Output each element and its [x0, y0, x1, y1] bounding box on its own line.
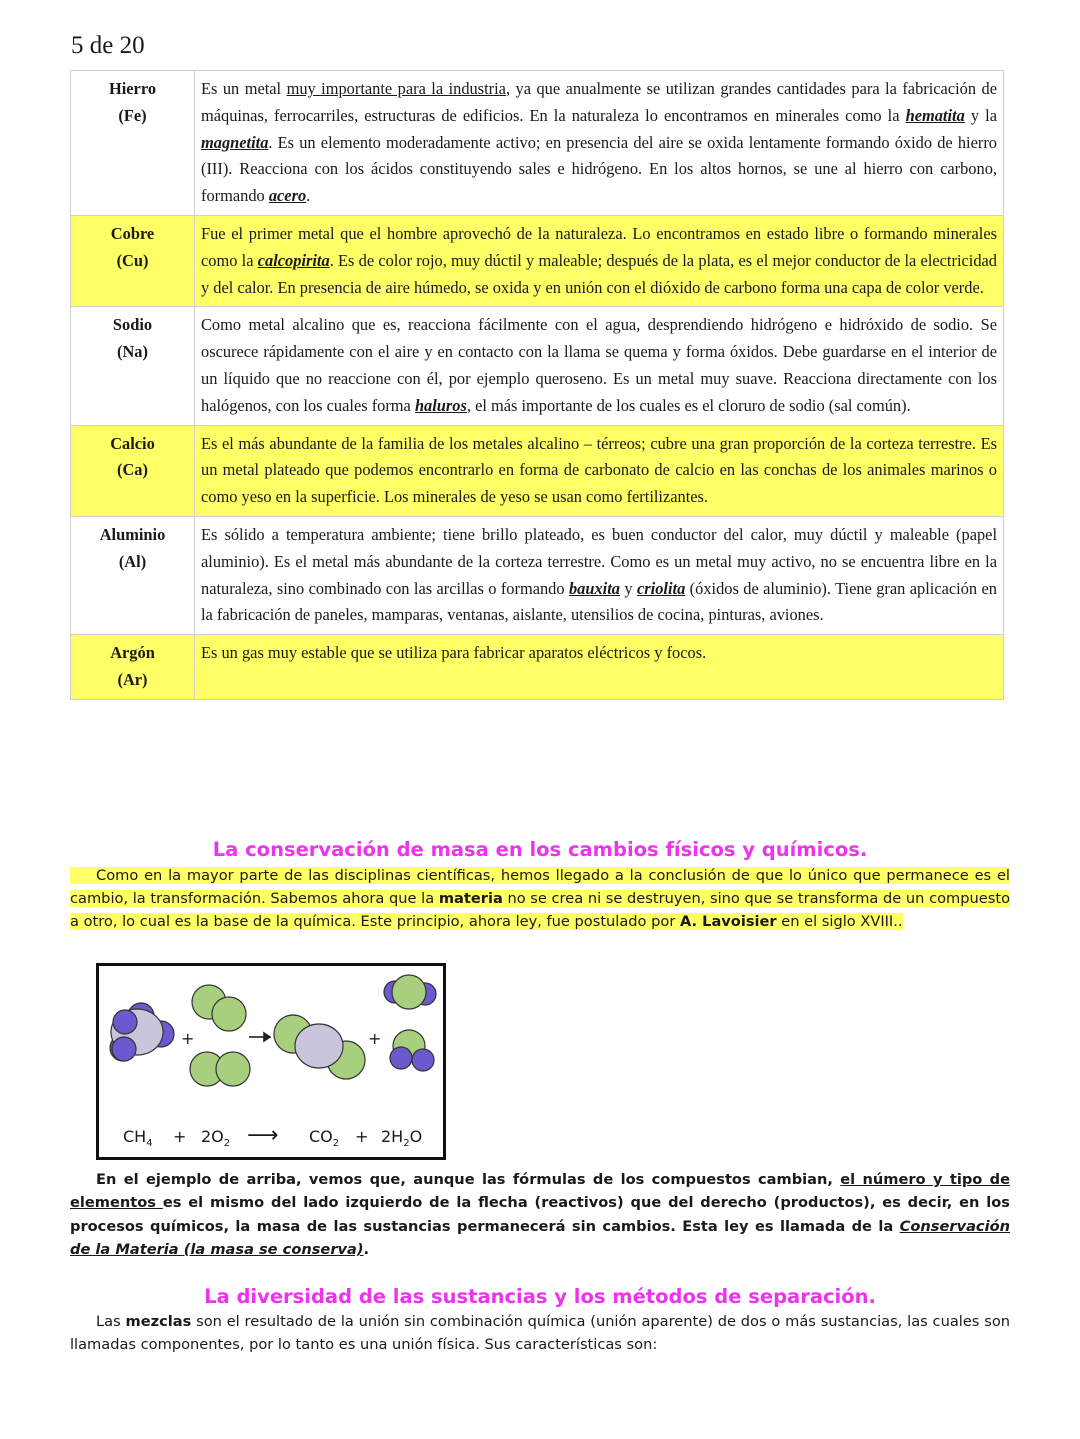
reaction-arrow	[249, 1033, 270, 1041]
description-text: Es un gas muy estable que se utiliza para fabricar aparatos eléctricos y focos.	[201, 643, 707, 663]
metal-row	[71, 307, 1004, 425]
mixtures-text-b: son el resultado de la unión sin combinación química (unión aparente) de dos o más sustancias, las cuales son llamadas componentes, por lo tanto es una unión física. Sus características son:	[70, 1313, 1011, 1354]
page-number: 5 de 20	[71, 32, 145, 59]
eq-h2o: $2H_2O$	[381, 1127, 423, 1149]
chemical-equation	[99, 1125, 443, 1151]
eq-plus-1: +	[173, 1127, 187, 1146]
metal-symbol: (Fe)	[118, 105, 147, 125]
lavoisier-name: A. Lavoisier	[679, 913, 777, 931]
metal-description	[195, 635, 1004, 700]
description-text: , ya que anualmente se utilizan grandes cantidades para la fabricación de máquinas, ferrocarriles, estructuras de edificios. En la naturaleza lo encontramos en minerales como la	[201, 79, 997, 125]
metals-table	[70, 70, 1004, 700]
oxygen-molecule	[192, 985, 246, 1031]
section-title-mixtures: La diversidad de las sustancias y los métodos de separación.	[204, 1285, 876, 1308]
water-molecule	[390, 1030, 434, 1071]
description-text: y la	[964, 105, 997, 125]
mixtures-text-a: Las	[96, 1313, 126, 1330]
conclusion-text-c: .	[363, 1241, 370, 1259]
metal-description	[195, 71, 1004, 216]
metal-symbol: (Ar)	[117, 669, 148, 689]
mezclas-term: mezclas	[125, 1313, 192, 1330]
description-text: Fue el primer metal que el hombre aprovechó de la naturaleza. Lo encontramos en estado libre o formando minerales como la	[201, 223, 997, 270]
metal-row	[71, 71, 1004, 216]
description-text: Es un metal	[201, 79, 287, 98]
eq-ch4: $CH_4$	[123, 1127, 153, 1149]
metal-name: Cobre	[110, 223, 155, 243]
mineral-term: magnetita	[201, 132, 269, 152]
metal-name: Aluminio	[99, 524, 166, 544]
water-molecule	[384, 975, 436, 1009]
conservation-conclusion	[70, 1168, 1010, 1262]
metal-description	[195, 215, 1004, 306]
h-atom	[113, 1010, 137, 1034]
metal-name-cell	[71, 215, 195, 306]
metal-row	[71, 425, 1004, 516]
metal-name-cell	[71, 307, 195, 425]
mineral-term: acero	[268, 186, 307, 206]
metal-row	[71, 516, 1004, 634]
methane-molecule	[110, 1003, 174, 1061]
description-text: Como metal alcalino que es, reacciona fácilmente con el agua, desprendiendo hidrógeno e hidróxido de sodio. Se oscurece rápidamente con el aire y en contacto con la llama se quema y forma óxidos. Debe guardarse en el interior de un líquido que no reaccione con él, por ejemplo queroseno. Es un metal muy suave. Reacciona directamente con los halógenos, con los cuales forma	[201, 315, 997, 415]
plus-sign: +	[181, 1029, 195, 1048]
conclusion-underlined: el número y tipo de elementos	[70, 1171, 1010, 1212]
description-text: Es el más abundante de la familia de los metales alcalino – térreos; cubre una gran proporción de la corteza terrestre. Es un metal plateado que podemos encontrarlo en forma de carbonato de calcio en las conchas de los animales marinos o como yeso en la superficie. Los minerales de yeso se usan como fertilizantes.	[201, 433, 997, 507]
materia-term: materia	[438, 890, 503, 908]
eq-plus-2: +	[355, 1127, 369, 1146]
law-name: Conservación de la Materia (la masa se conserva)	[70, 1217, 1010, 1259]
eq-arrow: ⟶	[247, 1123, 279, 1148]
plus-sign: +	[368, 1029, 382, 1048]
metal-row	[71, 635, 1004, 700]
methane-combustion-figure	[96, 963, 446, 1160]
description-text: muy importante para la industria	[286, 79, 506, 98]
description-text: y	[619, 578, 637, 598]
metal-symbol: (Cu)	[116, 250, 149, 270]
metal-description	[195, 425, 1004, 516]
eq-co2: $CO_2$	[309, 1127, 340, 1149]
description-text: , el más importante de los cuales es el cloruro de sodio (sal común).	[466, 395, 911, 415]
metal-name-cell	[71, 71, 195, 216]
mineral-term: bauxita	[568, 578, 620, 598]
conservation-text-b: no se crea ni se destruyen, sino que se transforma de un compuesto a otro, lo cual es la base de la química. Este principio, ahora ley, fue postulado por	[70, 890, 1010, 931]
metal-name: Sodio	[112, 315, 153, 335]
molecule-diagram	[99, 966, 443, 1126]
eq-o2: $2O_2$	[201, 1127, 231, 1149]
conservation-paragraph	[70, 864, 1010, 934]
h-atom	[112, 1037, 136, 1061]
section-title-conservation: La conservación de masa en los cambios físicos y químicos.	[212, 838, 868, 861]
mineral-term: criolita	[637, 578, 686, 598]
mineral-term: hematita	[905, 105, 965, 125]
metal-name: Argón	[110, 643, 155, 663]
metal-description	[195, 516, 1004, 634]
conclusion-text-b: es el mismo del lado izquierdo de la flecha (reactivos) que del derecho (productos), es decir, en los procesos químicos, la masa de las sustancias permanecerá sin cambios. Esta ley es llamada de la	[70, 1194, 1010, 1235]
mineral-term: haluros	[414, 395, 467, 415]
metal-name-cell	[71, 635, 195, 700]
metal-row	[71, 215, 1004, 306]
metal-symbol: (Al)	[118, 551, 147, 571]
metal-name-cell	[71, 425, 195, 516]
conclusion-text-a: En el ejemplo de arriba, vemos que, aunque las fórmulas de los compuestos cambian,	[96, 1171, 841, 1188]
description-text: . Es de color rojo, muy dúctil y maleable; después de la plata, es el mejor conductor de la electricidad y del calor. En presencia de aire húmedo, se oxida y en unión con el dióxido de carbono forma una capa de color verde.	[201, 250, 997, 297]
metal-description	[195, 307, 1004, 425]
carbon-dioxide-molecule	[274, 1015, 365, 1079]
oxygen-molecule	[190, 1052, 250, 1086]
metal-name-cell	[71, 516, 195, 634]
conservation-text-a: Como en la mayor parte de las disciplinas científicas, hemos llegado a la conclusión de que lo único que permanece es el cambio, la transformación. Sabemos ahora que la	[70, 867, 1010, 908]
metal-name: Hierro	[108, 79, 157, 98]
description-text: (óxidos de aluminio). Tiene gran aplicación en la fabricación de paneles, mamparas, ventanas, aislante, utensilios de cocina, pinturas, aviones.	[201, 578, 997, 625]
metal-symbol: (Ca)	[117, 460, 148, 480]
mineral-term: calcopirita	[257, 250, 330, 270]
metal-symbol: (Na)	[117, 342, 148, 362]
description-text: .	[306, 186, 311, 206]
description-text: Es sólido a temperatura ambiente; tiene brillo plateado, es buen conductor del calor, muy dúctil y maleable (papel aluminio). Es el metal más abundante de la corteza terrestre. Como es un metal muy activo, no se encuentra libre en la naturaleza, sino combinado con las arcillas o formando	[201, 524, 997, 598]
metal-name: Calcio	[110, 433, 155, 453]
mixtures-paragraph	[70, 1310, 1010, 1356]
conservation-text-c: en el siglo XVIII..	[776, 913, 903, 931]
description-text: . Es un elemento moderadamente activo; en presencia del aire se oxida lentamente formando óxido de hierro (III). Reacciona con los ácidos constituyendo sales e hidrógeno. En los altos hornos, se une al hierro con carbono, formando	[201, 132, 997, 206]
